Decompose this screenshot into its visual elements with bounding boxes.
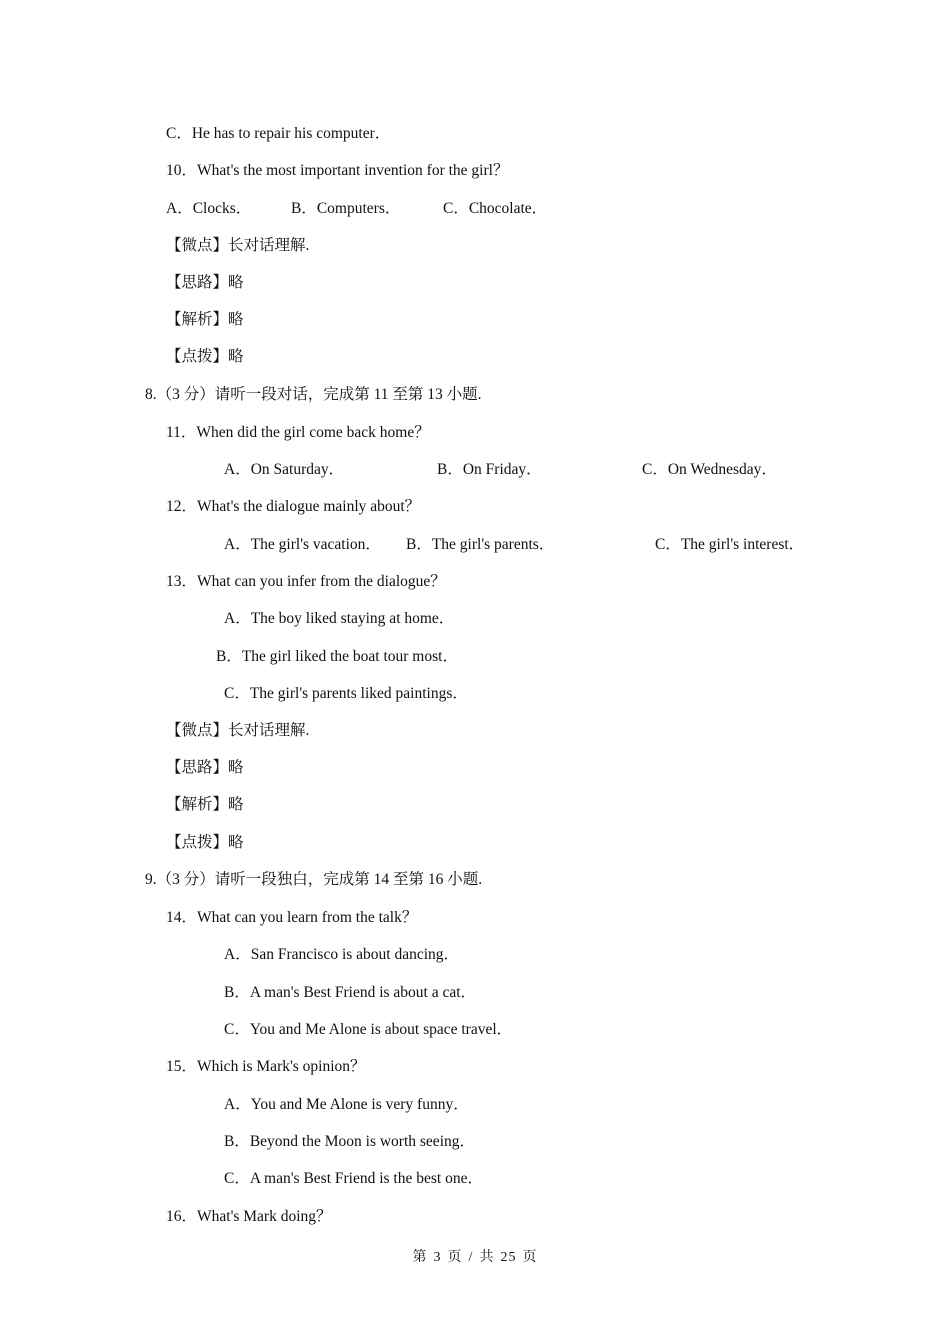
option-10b: B．Computers． <box>291 200 401 217</box>
page-footer <box>0 1246 950 1266</box>
option-15c: C．A man's Best Friend is the best one． <box>224 1170 483 1187</box>
option-15a: A．You and Me Alone is very funny． <box>224 1096 469 1113</box>
option-14a: A．San Francisco is about dancing． <box>224 946 460 963</box>
footer-current-page: 3 <box>433 1250 442 1265</box>
question-16: 16．What's Mark doing？ <box>166 1208 332 1225</box>
option-10c: C．Chocolate． <box>443 200 548 217</box>
option-14b: B．A man's Best Friend is about a cat． <box>224 984 477 1001</box>
option-13b: B．The girl liked the boat tour most． <box>216 648 458 665</box>
note-jiexi: 【解析】略 <box>166 796 244 813</box>
option-15b: B．Beyond the Moon is worth seeing． <box>224 1133 475 1150</box>
question-10: 10．What's the most important invention for the girl？ <box>166 162 509 179</box>
note-dianbo: 【点拨】略 <box>166 834 244 851</box>
section-9-heading: 9.（3 分）请听一段独白，完成第 14 至第 16 小题. <box>145 871 483 888</box>
option-9c: C．He has to repair his computer． <box>166 125 391 142</box>
question-13: 13．What can you infer from the dialogue？ <box>166 573 446 590</box>
footer-suffix: 页 <box>522 1250 538 1265</box>
question-12: 12．What's the dialogue mainly about？ <box>166 498 421 515</box>
footer-page-word: 页 <box>447 1250 463 1265</box>
option-10a: A．Clocks． <box>166 200 252 217</box>
option-13a: A．The boy liked staying at home． <box>224 610 455 627</box>
footer-total-word: 共 <box>479 1250 495 1265</box>
note-silu: 【思路】略 <box>166 274 244 291</box>
option-11a: A．On Saturday． <box>224 461 345 478</box>
note-jiexi: 【解析】略 <box>166 311 244 328</box>
question-15: 15．Which is Mark's opinion？ <box>166 1058 366 1075</box>
option-13c: C．The girl's parents liked paintings． <box>224 685 468 702</box>
note-weidian: 【微点】长对话理解. <box>166 722 310 739</box>
option-12b: B．The girl's parents． <box>406 536 555 553</box>
option-11c: C．On Wednesday． <box>642 461 777 478</box>
option-14c: C．You and Me Alone is about space travel． <box>224 1021 513 1038</box>
option-12a: A．The girl's vacation． <box>224 536 381 553</box>
question-11: 11．When did the girl come back home？ <box>166 424 430 441</box>
footer-separator: / <box>468 1250 474 1265</box>
note-dianbo: 【点拨】略 <box>166 348 244 365</box>
footer-total-pages: 25 <box>500 1250 517 1265</box>
option-12c: C．The girl's interest． <box>655 536 805 553</box>
footer-prefix: 第 <box>412 1250 428 1265</box>
option-11b: B．On Friday． <box>437 461 542 478</box>
note-silu: 【思路】略 <box>166 759 244 776</box>
note-weidian: 【微点】长对话理解. <box>166 237 310 254</box>
question-14: 14．What can you learn from the talk？ <box>166 909 418 926</box>
section-8-heading: 8.（3 分）请听一段对话，完成第 11 至第 13 小题. <box>145 386 482 403</box>
